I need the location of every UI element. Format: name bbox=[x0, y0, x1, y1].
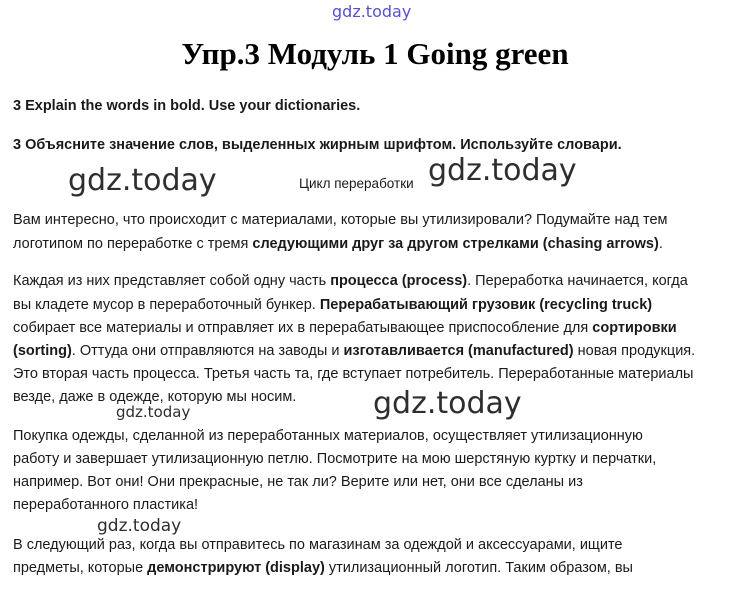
bold-term-process: процесса (process) bbox=[330, 273, 468, 289]
paragraph-1-line-1: Вам интересно, что происходит с материалами, которые вы утилизировали? Подумайте над тем bbox=[13, 212, 668, 228]
task-english: 3 Explain the words in bold. Use your dictionaries. bbox=[13, 98, 361, 114]
text-span: логотипом по переработке с тремя bbox=[13, 236, 253, 252]
text-span: Каждая из них представляет собой одну часть bbox=[13, 273, 331, 289]
paragraph-4-line-1: В следующий раз, когда вы отправитесь по магазинам за одеждой и аксессуарами, ищите bbox=[13, 537, 623, 553]
text-span: вы кладете мусор в переработочный бункер. bbox=[13, 297, 320, 313]
bold-term-manufactured: изготавливается (manufactured) bbox=[343, 343, 574, 359]
text-span: утилизационный логотип. Таким образом, вы bbox=[324, 560, 633, 576]
page-title: Упр.3 Модуль 1 Going green bbox=[181, 36, 569, 71]
bold-term-recycling-truck: Перерабатывающий грузовик (recycling truck) bbox=[319, 297, 653, 313]
text-span: предметы, которые bbox=[13, 560, 148, 576]
paragraph-3-line-2: работу и завершает утилизационную петлю. Посмотрите на мою шерстяную куртку и перчатки, bbox=[13, 451, 657, 467]
text-span: . bbox=[658, 236, 663, 252]
text-span: . Переработка начинается, когда bbox=[467, 273, 688, 289]
watermark-bottom: gdz.today bbox=[97, 516, 182, 536]
text-span: . Оттуда они отправляются на заводы и bbox=[71, 343, 344, 359]
paragraph-2-line-3 bbox=[13, 320, 677, 336]
watermark-left: gdz.today bbox=[68, 163, 217, 198]
text-title: Цикл переработки bbox=[299, 176, 414, 191]
paragraph-2-line-2 bbox=[13, 297, 652, 313]
bold-term-sorting: сортировки bbox=[592, 320, 677, 336]
watermark-top: gdz.today bbox=[332, 2, 412, 21]
paragraph-3-line-1: Покупка одежды, сделанной из переработанных материалов, осуществляет утилизационную bbox=[13, 428, 643, 444]
paragraph-3-line-3: например. Вот они! Они прекрасные, не так ли? Верите или нет, они все сделаны из bbox=[13, 474, 583, 490]
task-russian: 3 Объясните значение слов, выделенных жирным шрифтом. Используйте словари. bbox=[13, 137, 622, 153]
bold-term-sorting-en: (sorting) bbox=[13, 343, 72, 359]
watermark-small: gdz.today bbox=[116, 403, 191, 421]
watermark-right: gdz.today bbox=[428, 153, 577, 188]
paragraph-3-line-4: переработанного пластика! bbox=[13, 497, 199, 513]
paragraph-2-line-1 bbox=[13, 273, 688, 289]
paragraph-2-line-5: Это вторая часть процесса. Третья часть та, где вступает потребитель. Переработанные материалы bbox=[13, 366, 694, 382]
bold-term-chasing-arrows: следующими друг за другом стрелками (chasing arrows) bbox=[252, 236, 659, 252]
bold-term-display: демонстрируют (display) bbox=[147, 560, 325, 576]
paragraph-1-line-2 bbox=[13, 236, 663, 252]
paragraph-2-line-4 bbox=[13, 343, 695, 359]
watermark-center: gdz.today bbox=[373, 386, 522, 421]
paragraph-2-line-6: везде, даже в одежде, которую мы носим. bbox=[13, 389, 297, 405]
text-span: новая продукция. bbox=[573, 343, 696, 359]
paragraph-4-line-2 bbox=[13, 560, 633, 576]
text-span: собирает все материалы и отправляет их в перерабатывающее приспособление для bbox=[13, 320, 593, 336]
